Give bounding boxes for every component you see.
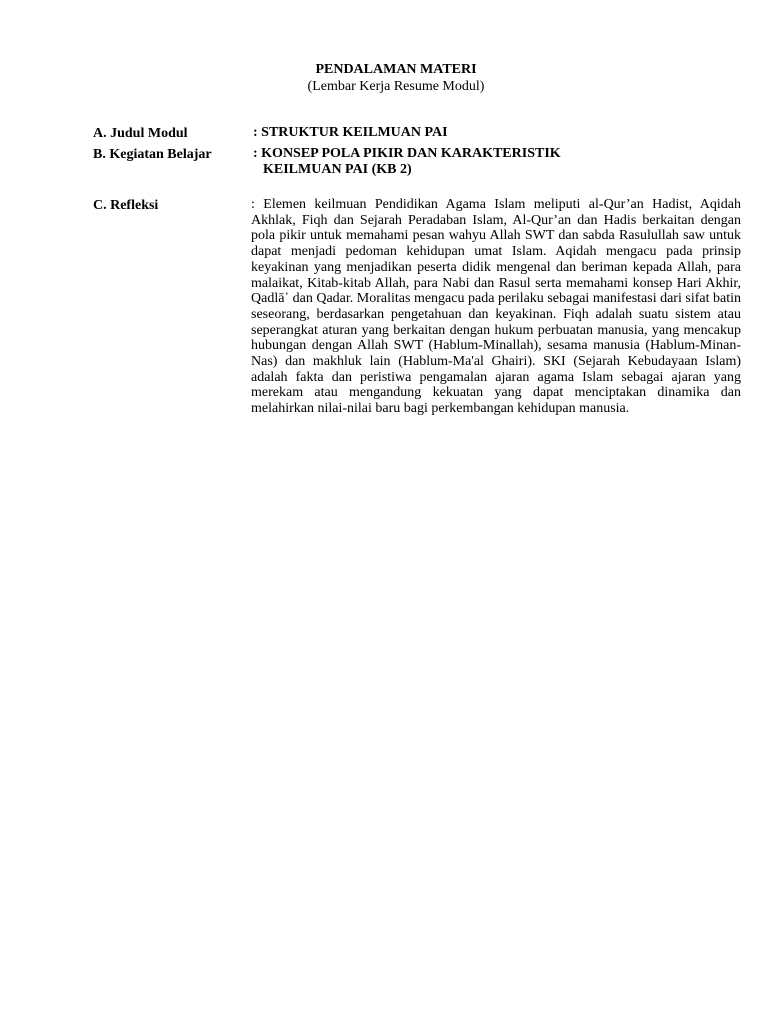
refleksi-label: C. Refleksi bbox=[93, 198, 159, 213]
kegiatan-belajar-value-line1: : KONSEP POLA PIKIR DAN KARAKTERISTIK bbox=[253, 146, 561, 161]
kegiatan-belajar-value-line2: KEILMUAN PAI (KB 2) bbox=[263, 162, 412, 177]
kegiatan-belajar-label: B. Kegiatan Belajar bbox=[93, 147, 212, 162]
judul-modul-value: : STRUKTUR KEILMUAN PAI bbox=[253, 125, 448, 140]
refleksi-text: : Elemen keilmuan Pendidikan Agama Islam meliputi al-Qur’an Hadist, Aqidah Akhlak, Fiqh dan Sejarah Peradaban Islam, Al-Qur’an dan Hadis berkaitan dengan pola pikir untuk memahami pesan wahyu Allah SWT dan sabda Rasulullah saw untuk dapat menjadi pedoman kehidupan umat Islam. Aqidah mengacu pada prinsip keyakinan yang menjadikan peserta didik mengenal dan beriman kepada Allah, para malaikat, Kitab-kitab Allah, para Nabi dan Rasul serta memahami konsep Hari Akhir, Qadlā᾽ dan Qadar. Moralitas mengacu pada perilaku sebagai manifestasi dari sifat batin seseorang, berdasarkan pengetahuan dan keyakinan. Fiqh adalah suatu sistem atau seperangkat aturan yang berkaitan dengan hukum perbuatan manusia, yang mencakup hubungan dengan Allah SWT (Hablum-Minallah), sesama manusia (Hablum-Minan-Nas) dan makhluk lain (Hablum-Ma'al Ghairi). SKI (Sejarah Kebudayaan Islam) adalah fakta dan peristiwa pengamalan ajaran agama Islam sebagai ajaran yang merekam atau mengandung kekuatan yang dapat menciptakan dinamika dan melahirkan nilai-nilai baru bagi perkembangan kehidupan manusia. bbox=[251, 197, 741, 417]
judul-modul-label: A. Judul Modul bbox=[93, 126, 188, 141]
page-title: PENDALAMAN MATERI bbox=[315, 62, 477, 77]
page-subtitle: (Lembar Kerja Resume Modul) bbox=[307, 79, 485, 94]
kegiatan-belajar-value bbox=[253, 146, 561, 178]
